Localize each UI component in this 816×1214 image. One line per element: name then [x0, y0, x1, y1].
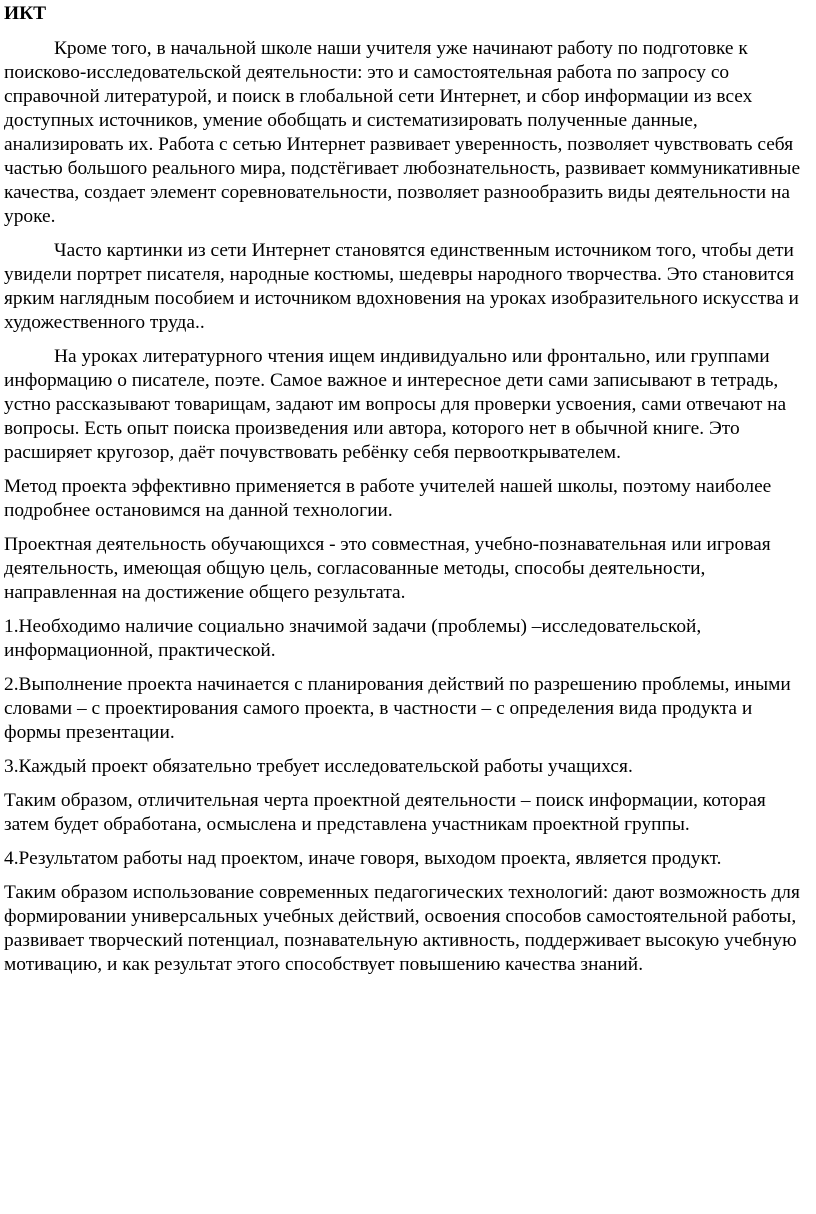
list-item-2: 2.Выполнение проекта начинается с планирования действий по разрешению проблемы, иными словами – с проектирования самого проекта, в частности – с определения вида продукта и формы презентации.: [4, 674, 791, 743]
list-item-3: 3.Каждый проект обязательно требует исследовательской работы учащихся.: [4, 756, 633, 777]
section-heading: ИКТ: [4, 3, 47, 24]
paragraph-internet-pictures: Часто картинки из сети Интернет становятся единственным источником того, чтобы дети увидели портрет писателя, народные костюмы, шедевры народного творчества. Это становится ярким наглядным пособием и источником вдохновения на уроках изобразительного искусства и художественного труда..: [4, 240, 799, 333]
paragraph-literary-reading: На уроках литературного чтения ищем индивидуально или фронтально, или группами информацию о писателе, поэте. Самое важное и интересное дети сами записывают в тетрадь, устно рассказывают товарищам, задают им вопросы для проверки усвоения, сами отвечают на вопросы. Есть опыт поиска произведения или автора, которого нет в обычной книге. Это расширяет кругозор, даёт почувствовать ребёнку себя первооткрывателем.: [4, 346, 787, 463]
list-item-1: 1.Необходимо наличие социально значимой задачи (проблемы) –исследовательской, информационной, практической.: [4, 616, 702, 661]
paragraph-distinctive-feature: Таким образом, отличительная черта проектной деятельности – поиск информации, которая затем будет обработана, осмыслена и представлена участникам проектной группы.: [4, 790, 766, 835]
paragraph-ikt-intro: Кроме того, в начальной школе наши учителя уже начинают работу по подготовке к поисково-исследовательской деятельности: это и самостоятельная работа по запросу со справочной литературой, и поиск в глобальной сети Интернет, и сбор информации из всех доступных источников, умение обобщать и систематизировать полученные данные, анализировать их. Работа с сетью Интернет развивает уверенность, позволяет чувствовать себя частью большого реального мира, подстёгивает любознательность, развивает коммуникативные качества, создает элемент соревновательности, позволяет разнообразить виды деятельности на уроке.: [4, 38, 801, 227]
paragraph-project-activity: Проектная деятельность обучающихся - это совместная, учебно-познавательная или игровая деятельность, имеющая общую цель, согласованные методы, способы деятельности, направленная на достижение общего результата.: [4, 534, 771, 603]
list-item-4: 4.Результатом работы над проектом, иначе говоря, выходом проекта, является продукт.: [4, 848, 722, 869]
paragraph-conclusion: Таким образом использование современных педагогических технологий: дают возможность для формировании универсальных учебных действий, освоения способов самостоятельной работы, развивает творческий потенциал, познавательную активность, поддерживает высокую учебную мотивацию, и как результат этого способствует повышению качества знаний.: [4, 882, 800, 975]
paragraph-project-method: Метод проекта эффективно применяется в работе учителей нашей школы, поэтому наиболее подробнее остановимся на данной технологии.: [4, 476, 772, 521]
